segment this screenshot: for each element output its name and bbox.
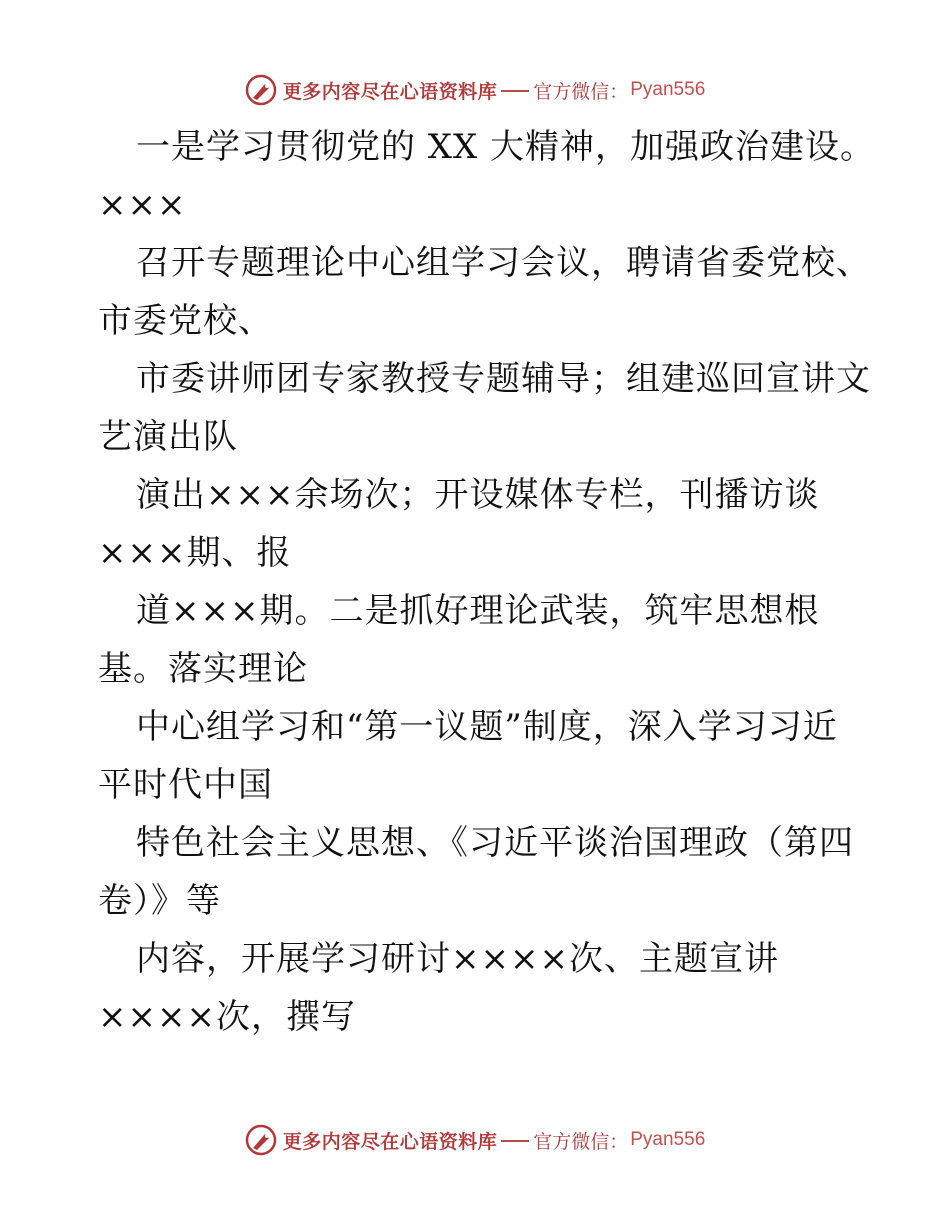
watermark-brand-text: 更多内容尽在心语资料库 bbox=[282, 1130, 498, 1153]
pen-nib-logo-icon bbox=[245, 74, 277, 106]
text-line: 艺演出队 bbox=[98, 417, 238, 457]
text-line: 中心组学习和“第一议题”制度，深入学习习近 bbox=[136, 707, 838, 747]
watermark-brand-text: 更多内容尽在心语资料库 bbox=[282, 80, 498, 103]
text-line: 一是学习贯彻党的 XX 大精神，加强政治建设。 bbox=[136, 127, 876, 167]
text-line: ××× bbox=[98, 185, 187, 225]
footer-watermark bbox=[0, 1120, 950, 1160]
watermark-wechat-id: Pyan556 bbox=[630, 79, 706, 100]
pen-nib-logo-icon bbox=[245, 1124, 277, 1156]
watermark-wechat-id: Pyan556 bbox=[630, 1129, 706, 1150]
text-line: 平时代中国 bbox=[98, 765, 273, 805]
watermark-wechat-label: 官方微信： bbox=[533, 80, 629, 103]
text-line: ××××次，撰写 bbox=[98, 997, 356, 1037]
text-line: 特色社会主义思想、《习近平谈治国理政（第四 bbox=[136, 823, 854, 863]
text-line: 召开专题理论中心组学习会议，聘请省委党校、 bbox=[136, 243, 871, 283]
text-line: ×××期、报 bbox=[98, 533, 292, 573]
watermark-dash bbox=[501, 1140, 529, 1142]
text-line: 基。落实理论 bbox=[98, 649, 308, 689]
document-body bbox=[98, 118, 876, 1046]
text-line: 市委党校、 bbox=[98, 301, 273, 341]
text-line: 演出×××余场次；开设媒体专栏，刊播访谈 bbox=[136, 475, 820, 515]
text-line: 道×××期。二是抓好理论武装，筑牢思想根 bbox=[136, 591, 820, 631]
watermark-dash bbox=[501, 90, 529, 92]
text-line: 市委讲师团专家教授专题辅导；组建巡回宣讲文 bbox=[136, 359, 871, 399]
text-line: 内容，开展学习研讨××××次、主题宣讲 bbox=[136, 939, 779, 979]
watermark-wechat-label: 官方微信： bbox=[533, 1130, 629, 1153]
header-watermark bbox=[0, 70, 950, 110]
text-line: 卷）》等 bbox=[98, 881, 221, 921]
